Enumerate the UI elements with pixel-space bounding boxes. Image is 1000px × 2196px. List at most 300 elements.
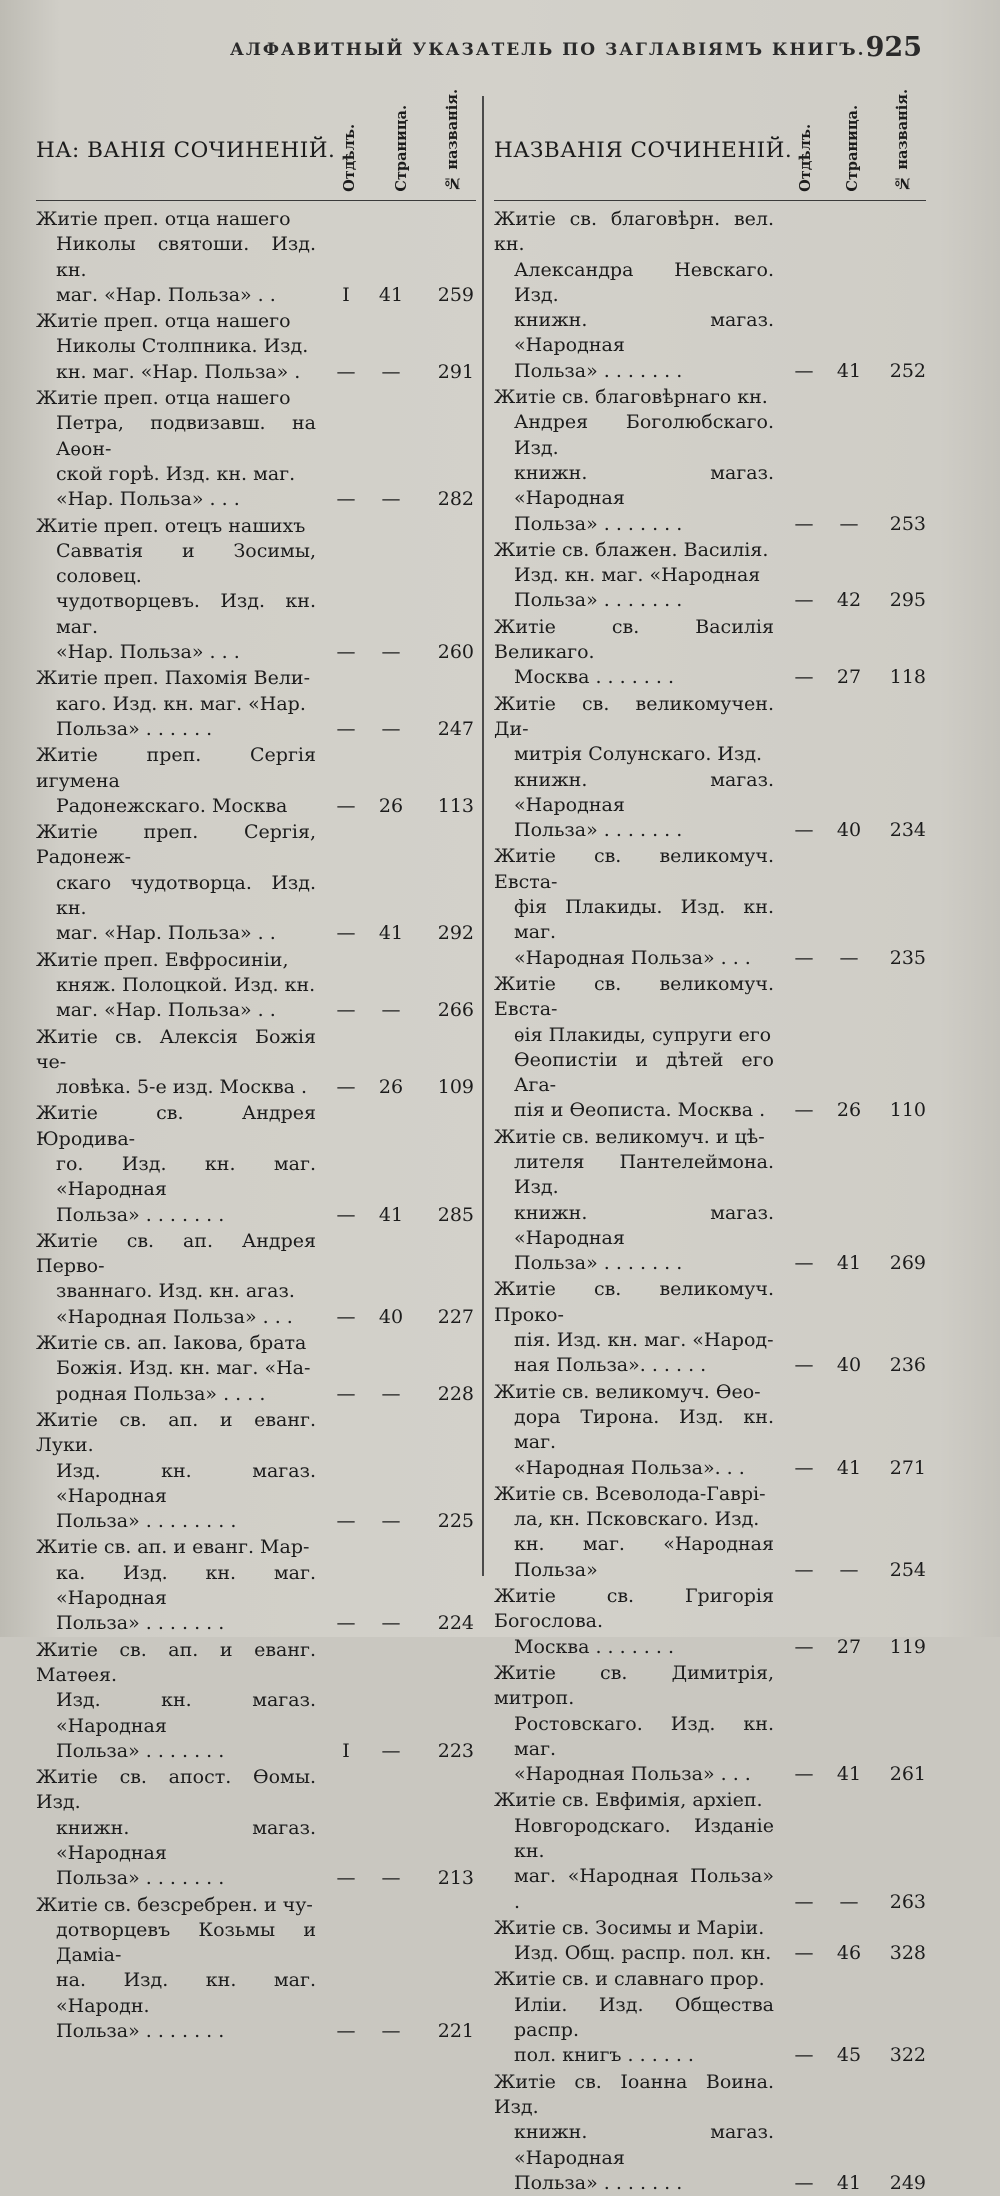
entry-number: 113	[437, 794, 474, 817]
entry-title-line: Житіе преп. отецъ нашихъ	[36, 514, 306, 537]
entry-title-line: Польза» . . . . . . .	[56, 1867, 225, 1890]
entry-number: 291	[437, 360, 474, 383]
entry-title-line: кн. маг. «Народная Польза»	[514, 1533, 774, 1581]
entry-title	[36, 1101, 316, 1227]
left-header-otdel: Отдѣлъ.	[341, 124, 358, 192]
right-header-number: № названія.	[894, 89, 911, 192]
entry-title-line: маг. «Народная Польза» .	[514, 1865, 774, 1913]
entry-section: —	[794, 1558, 814, 1581]
entry-number: 109	[437, 1076, 474, 1099]
entry-section: —	[336, 1305, 356, 1328]
entry-values	[326, 1866, 476, 1891]
entry-section: —	[336, 1867, 356, 1890]
column-divider	[482, 96, 484, 1576]
entry-title-line: «Народная Польза» . . .	[56, 1305, 293, 1328]
entry-title	[36, 743, 316, 819]
entry-title-line: Житіе св. и славнаго прор.	[494, 1968, 765, 1991]
entry-values	[326, 360, 476, 385]
entry-title-line: Изд. кн. магаз. «Народная	[56, 1689, 316, 1737]
entry-page: 46	[836, 1942, 862, 1965]
entry-values	[326, 1509, 476, 1534]
entry-title	[494, 1788, 774, 1914]
entry-title-line: дора Тирона. Изд. кн. маг.	[514, 1405, 774, 1454]
entry-section: —	[336, 922, 356, 945]
entry-values	[786, 946, 926, 971]
entry-page: 41	[378, 283, 404, 306]
left-column-title: НА: ВАНІЯ СОЧИНЕНІЙ.	[36, 138, 336, 163]
entry-section: —	[336, 1203, 356, 1226]
entry-number: 292	[437, 922, 474, 945]
entry-section: —	[794, 1635, 814, 1658]
entry-section: —	[794, 589, 814, 612]
entry-section: —	[794, 512, 814, 535]
entry-number: 261	[889, 1763, 926, 1786]
entry-values	[786, 818, 926, 843]
entry-values	[786, 512, 926, 537]
entry-title-line: скаго чудотворца. Изд. кн.	[56, 871, 316, 920]
entry-title-line: Житіе св. Алексія Божія че-	[36, 1025, 316, 1073]
entry-section: —	[794, 1942, 814, 1965]
entry-title-line: книжн. магаз. «Народная	[514, 768, 774, 816]
entry-title-line: Польза» . . . . . . .	[56, 1612, 225, 1635]
entry-title-line: «Нар. Польза» . . .	[56, 641, 240, 664]
entry-title	[36, 1025, 316, 1101]
entry-page: 40	[836, 819, 862, 842]
entry-number: 260	[437, 641, 474, 664]
entry-page: 41	[836, 1252, 862, 1275]
entry-page: —	[839, 946, 859, 969]
right-entry-list	[494, 201, 926, 2196]
entry-title	[36, 309, 316, 385]
entry-title-line: Житіе св. Іоанна Воина. Изд.	[494, 2070, 774, 2118]
entry-title-line: пол. книгъ . . . . . .	[514, 2044, 694, 2067]
entry-title-line: Житіе св. Всеволода-Гаврі-	[494, 1482, 766, 1505]
entry-page: —	[381, 1739, 401, 1762]
entry-title-line: Польза» . . . . . . .	[514, 2171, 683, 2194]
entry-values	[326, 487, 476, 512]
entry-values	[786, 1456, 926, 1481]
entry-number: 266	[437, 999, 474, 1022]
entry-title-line: Житіе св. благовѣрнаго кн.	[494, 386, 768, 409]
entry-title-line: Савватія и Зосимы, соловец.	[56, 539, 316, 588]
right-column	[494, 89, 926, 2194]
entry-title-line: Житіе преп. Сергія, Радонеж-	[36, 821, 316, 869]
entry-title	[494, 1277, 774, 1378]
entry-title-line: маг. «Нар. Польза» . .	[56, 999, 276, 1022]
entry-title-line: го. Изд. кн. маг. «Народная	[56, 1152, 316, 1201]
entry-title-line: «Народная Польза». . .	[514, 1456, 745, 1479]
entry-page: 26	[836, 1099, 862, 1122]
entry-title-line: Житіе преп. отца нашего	[36, 208, 291, 230]
right-column-header	[494, 89, 926, 201]
entry-number: 225	[437, 1510, 474, 1533]
index-entry	[36, 1893, 476, 2045]
entry-title-line: Житіе св. Евфимія, архіеп.	[494, 1789, 763, 1812]
entry-title-line: Житіе св. великомуч. Ѳео-	[494, 1380, 761, 1403]
index-entry	[494, 1125, 926, 1277]
entry-title-line: Изд. кн. магаз. «Народная	[56, 1459, 316, 1507]
entry-number: 328	[889, 1942, 926, 1965]
entry-title-line: Польза» . . . . . . .	[514, 359, 683, 382]
entry-title-line: Житіе преп. Пахомія Вели-	[36, 667, 310, 690]
entry-title-line: Житіе св. блажен. Василія.	[494, 538, 769, 561]
right-header-otdel: Отдѣлъ.	[797, 124, 814, 192]
entry-section: —	[794, 1890, 814, 1913]
entry-title-line: Житіе св. великомуч. и цѣ-	[494, 1125, 765, 1148]
index-entry	[36, 1229, 476, 1330]
running-title: АЛФАВИТНЫЙ УКАЗАТЕЛЬ ПО ЗАГЛАВІЯМЪ КНИГЪ.	[230, 40, 866, 60]
entry-values	[786, 1251, 926, 1276]
entry-title-line: кн. маг. «Нар. Польза» .	[56, 360, 301, 383]
left-entry-list	[36, 201, 476, 2044]
entry-number: 236	[889, 1354, 926, 1377]
entry-title	[494, 615, 774, 691]
entry-title	[494, 692, 774, 844]
entry-title	[494, 1584, 774, 1660]
entry-title	[36, 1638, 316, 1764]
entry-title-line: Житіе св. ап. и еванг. Матѳея.	[36, 1638, 316, 1686]
entry-page: —	[381, 641, 401, 664]
entry-number: 271	[889, 1456, 926, 1479]
entry-title	[494, 1482, 774, 1583]
entry-page: —	[839, 1890, 859, 1913]
entry-values	[326, 1382, 476, 1407]
entry-title-line: ловѣка. 5-е изд. Москва .	[56, 1076, 308, 1099]
entry-title	[36, 1535, 316, 1636]
entry-section: —	[794, 1456, 814, 1479]
entry-page: —	[381, 2020, 401, 2043]
entry-title-line: книжн. магаз. «Народная	[514, 309, 774, 357]
entry-page: 26	[378, 794, 404, 817]
entry-page: 40	[378, 1305, 404, 1328]
entry-title-line: Андрея Боголюбскаго. Изд.	[514, 411, 774, 459]
index-entry	[36, 743, 476, 819]
entry-number: 322	[889, 2044, 926, 2067]
entry-section: —	[336, 1510, 356, 1533]
entry-title	[494, 1380, 774, 1481]
entry-values	[786, 588, 926, 613]
entry-title-line: Житіе св. ап. Іакова, брата	[36, 1332, 307, 1355]
entry-values	[326, 794, 476, 819]
entry-title-line: Николы Столпника. Изд.	[56, 335, 309, 358]
entry-number: 295	[889, 589, 926, 612]
entry-title-line: каго. Изд. кн. маг. «Нар.	[56, 692, 306, 715]
entry-section: —	[336, 1612, 356, 1635]
entry-section: —	[794, 2171, 814, 2194]
index-entry	[36, 1331, 476, 1407]
entry-number: 269	[889, 1252, 926, 1275]
entry-values	[786, 1890, 926, 1915]
entry-page: 41	[836, 2171, 862, 2194]
entry-title-line: фія Плакиды. Изд. кн. маг.	[514, 896, 774, 944]
entry-number: 119	[889, 1635, 926, 1658]
entry-section: —	[794, 946, 814, 969]
entry-page: 40	[836, 1354, 862, 1377]
index-entry	[494, 385, 926, 537]
entry-page: —	[381, 1510, 401, 1533]
index-entry	[494, 2070, 926, 2196]
entry-title-line: Польза» . . . . . . . .	[56, 1510, 237, 1533]
entry-title-line: Житіе преп. Сергія игумена	[36, 744, 316, 792]
entry-page: 27	[836, 1635, 862, 1658]
entry-section: —	[336, 717, 356, 740]
entry-section: —	[794, 359, 814, 382]
entry-number: 249	[889, 2171, 926, 2194]
entry-title-line: «Народная Польза» . . .	[514, 946, 751, 969]
entry-values	[786, 1762, 926, 1787]
entry-title-line: Житіе св. апост. Ѳомы. Изд.	[36, 1766, 316, 1814]
entry-number: 235	[889, 946, 926, 969]
entry-title	[494, 1916, 774, 1967]
index-entry	[494, 972, 926, 1124]
index-entry	[494, 1788, 926, 1914]
entry-values	[326, 2019, 476, 2044]
entry-number: 259	[437, 283, 474, 306]
entry-title-line: лителя Пантелеймона. Изд.	[514, 1150, 774, 1199]
entry-number: 223	[437, 1739, 474, 1762]
entry-title-line: Житіе св. Димитрія, митроп.	[494, 1661, 774, 1710]
entry-number: 221	[437, 2020, 474, 2043]
index-entry	[36, 207, 476, 308]
entry-values	[786, 1635, 926, 1660]
entry-title-line: княж. Полоцкой. Изд. кн.	[56, 973, 316, 996]
entry-page: —	[381, 488, 401, 511]
entry-title-line: ная Польза». . . . . .	[514, 1354, 707, 1377]
entry-values	[786, 2171, 926, 2196]
entry-page: —	[381, 360, 401, 383]
entry-title-line: Житіе св. безсребрен. и чу-	[36, 1893, 313, 1916]
entry-title	[36, 386, 316, 512]
entry-title	[494, 2070, 774, 2196]
entry-title-line: «Нар. Польза» . . .	[56, 488, 240, 511]
entry-page: 41	[836, 1456, 862, 1479]
entry-title-line: книжн. магаз. «Народная	[514, 1201, 774, 1249]
entry-title	[494, 1661, 774, 1787]
entry-number: 227	[437, 1305, 474, 1328]
entry-number: 253	[889, 512, 926, 535]
index-entry	[36, 1025, 476, 1101]
left-header-number: № названія.	[444, 89, 461, 192]
entry-title-line: Новгородскаго. Изданіе кн.	[514, 1814, 774, 1862]
entry-title	[36, 666, 316, 742]
entry-title-line: маг. «Нар. Польза» . .	[56, 283, 276, 306]
entry-title-line: Польза» . . . . . . .	[56, 1739, 225, 1762]
index-entry	[36, 309, 476, 385]
index-entry	[36, 948, 476, 1024]
entry-values	[786, 359, 926, 384]
entry-page: 42	[836, 589, 862, 612]
entry-page: —	[381, 1612, 401, 1635]
entry-title-line: пія и Ѳеописта. Москва .	[514, 1099, 766, 1122]
entry-title-line: дотворцевъ Козьмы и Даміа-	[56, 1918, 316, 1967]
entry-title-line: Москва . . . . . . .	[514, 666, 674, 689]
entry-title-line: Изд. Общ. распр. пол. кн.	[514, 1942, 772, 1965]
entry-title-line: ла, кн. Псковскаго. Изд.	[514, 1508, 760, 1531]
entry-number: 252	[889, 359, 926, 382]
entry-title-line: Николы святоши. Изд. кн.	[56, 233, 316, 281]
entry-section: —	[336, 488, 356, 511]
entry-title-line: Москва . . . . . . .	[514, 1635, 674, 1658]
entry-title-line: Житіе св. Зосимы и Маріи.	[494, 1916, 765, 1939]
entry-title-line: на. Изд. кн. маг. «Народн.	[56, 1969, 316, 2017]
entry-page: —	[839, 1558, 859, 1581]
entry-number: 263	[889, 1890, 926, 1913]
entry-values	[326, 1611, 476, 1636]
entry-title-line: Божія. Изд. кн. маг. «На-	[56, 1357, 311, 1380]
entry-values	[786, 1353, 926, 1378]
entry-section: —	[794, 1763, 814, 1786]
left-header-page: Страница.	[393, 105, 410, 192]
entry-section: —	[336, 641, 356, 664]
entry-page: —	[381, 1867, 401, 1890]
entry-values	[786, 665, 926, 690]
entry-title-line: Изд. кн. маг. «Народная	[514, 564, 761, 587]
entry-values	[326, 921, 476, 946]
entry-number: 282	[437, 488, 474, 511]
index-entry	[494, 1916, 926, 1967]
entry-title-line: книжн. магаз. «Народная	[514, 461, 774, 510]
entry-title-line: «Народная Польза» . . .	[514, 1763, 751, 1786]
entry-title	[36, 1331, 316, 1407]
entry-number: 228	[437, 1382, 474, 1405]
entry-number: 234	[889, 819, 926, 842]
entry-title-line: пія. Изд. кн. маг. «Народ-	[514, 1329, 774, 1352]
entry-values	[786, 1558, 926, 1583]
entry-section: —	[794, 1252, 814, 1275]
entry-title-line: званнаго. Изд. кн. агаз.	[56, 1280, 295, 1303]
entry-title-line: Житіе св. великомуч. Евста-	[494, 845, 774, 893]
entry-number: 110	[889, 1099, 926, 1122]
entry-title-line: Польза» . . . . . . .	[514, 512, 683, 535]
entry-page: 41	[836, 359, 862, 382]
entry-section: —	[794, 1099, 814, 1122]
entry-page: 41	[378, 1203, 404, 1226]
entry-title-line: Польза» . . . . . . .	[56, 1203, 225, 1226]
entry-title-line: Польза» . . . . . . .	[514, 819, 683, 842]
index-entry	[36, 1101, 476, 1227]
entry-title-line: Житіе преп. Евфросиніи,	[36, 948, 289, 971]
entry-page: 45	[836, 2044, 862, 2067]
entry-title	[36, 1765, 316, 1891]
entry-page: —	[381, 717, 401, 740]
entry-title-line: чудотворцевъ. Изд. кн. маг.	[56, 590, 316, 638]
entry-section: —	[794, 819, 814, 842]
entry-title-line: Житіе преп. отца нашего	[36, 310, 291, 333]
left-column	[36, 89, 476, 2043]
index-entry	[36, 1765, 476, 1891]
entry-number: 285	[437, 1203, 474, 1226]
entry-title	[494, 385, 774, 537]
entry-values	[786, 2043, 926, 2068]
entry-title-line: Житіе св. ап. и еванг. Луки.	[36, 1408, 316, 1457]
entry-title	[36, 207, 316, 308]
entry-title	[494, 538, 774, 614]
entry-title-line: митрія Солунскаго. Изд.	[514, 743, 763, 766]
entry-title-line: Житіе св. Андрея Юродива-	[36, 1102, 316, 1150]
entry-section: I	[342, 283, 350, 306]
left-column-header	[36, 89, 476, 201]
index-entry	[36, 386, 476, 512]
index-entry	[494, 1380, 926, 1481]
entry-section: —	[336, 360, 356, 383]
entry-values	[786, 1098, 926, 1123]
entry-values	[326, 1739, 476, 1764]
entry-section: —	[336, 1382, 356, 1405]
entry-values	[326, 998, 476, 1023]
entry-section: —	[336, 1076, 356, 1099]
entry-page: 27	[836, 666, 862, 689]
index-entry	[36, 820, 476, 946]
entry-values	[786, 1941, 926, 1966]
index-entry	[494, 1482, 926, 1583]
entry-title-line: Житіе св. ап. и еванг. Мар-	[36, 1536, 310, 1559]
right-header-page: Страница.	[844, 105, 861, 192]
index-entry	[36, 1535, 476, 1636]
entry-title-line: Иліи. Изд. Общества распр.	[514, 1993, 774, 2042]
entry-title-line: Житіе св. ап. Андрея Перво-	[36, 1229, 316, 1278]
entry-title	[36, 1229, 316, 1330]
entry-title-line: ѳія Плакиды, супруги его	[514, 1023, 772, 1046]
entry-title-line: Житіе св. Василія Великаго.	[494, 615, 774, 664]
index-entry	[36, 514, 476, 666]
entry-page: 41	[836, 1763, 862, 1786]
entry-title	[494, 1125, 774, 1277]
index-entry	[36, 1638, 476, 1764]
entry-title	[36, 820, 316, 946]
entry-title-line: Житіе св. великомуч. Проко-	[494, 1278, 774, 1326]
entry-title-line: Ѳеопистіи и дѣтей его Ага-	[514, 1048, 774, 1097]
entry-title	[36, 514, 316, 666]
index-entry	[494, 1967, 926, 2068]
entry-title-line: Петра, подвизавш. на Аѳон-	[56, 412, 316, 460]
entry-section: I	[342, 1739, 350, 1762]
index-entry	[36, 666, 476, 742]
entry-values	[326, 1075, 476, 1100]
entry-page: 26	[378, 1076, 404, 1099]
index-entry	[494, 1584, 926, 1660]
entry-title-line: книжн. магаз. «Народная	[514, 2121, 774, 2169]
entry-title-line: Александра Невскаго. Изд.	[514, 258, 774, 306]
entry-section: —	[336, 999, 356, 1022]
entry-title	[494, 207, 774, 384]
entry-values	[326, 1305, 476, 1330]
entry-title-line: Ростовскаго. Изд. кн. маг.	[514, 1712, 774, 1760]
page-number: 925	[865, 32, 922, 63]
index-entry	[494, 538, 926, 614]
index-entry	[494, 844, 926, 970]
entry-page: —	[381, 999, 401, 1022]
entry-page: 41	[378, 922, 404, 945]
entry-title-line: Польза» . . . . . . .	[514, 589, 683, 612]
entry-section: —	[336, 2020, 356, 2043]
entry-title-line: ка. Изд. кн. маг. «Народная	[56, 1561, 316, 1610]
entry-title	[494, 972, 774, 1124]
entry-title-line: Польза» . . . . . . .	[514, 1252, 683, 1275]
entry-title-line: Житіе св. великомучен. Ди-	[494, 692, 774, 740]
index-entry	[494, 1661, 926, 1787]
index-entry	[494, 1277, 926, 1378]
entry-title-line: Житіе св. великомуч. Евста-	[494, 972, 774, 1021]
entry-title-line: Польза» . . . . . . .	[56, 2020, 225, 2043]
entry-title	[36, 1408, 316, 1534]
entry-title-line: ской горѣ. Изд. кн. маг.	[56, 462, 296, 485]
entry-number: 118	[889, 666, 926, 689]
entry-title-line: Житіе св. Григорія Богослова.	[494, 1585, 774, 1633]
entry-page: —	[839, 512, 859, 535]
right-column-title: НАЗВАНІЯ СОЧИНЕНІЙ.	[494, 138, 793, 163]
entry-title-line: книжн. магаз. «Народная	[56, 1816, 316, 1864]
entry-number: 247	[437, 717, 474, 740]
